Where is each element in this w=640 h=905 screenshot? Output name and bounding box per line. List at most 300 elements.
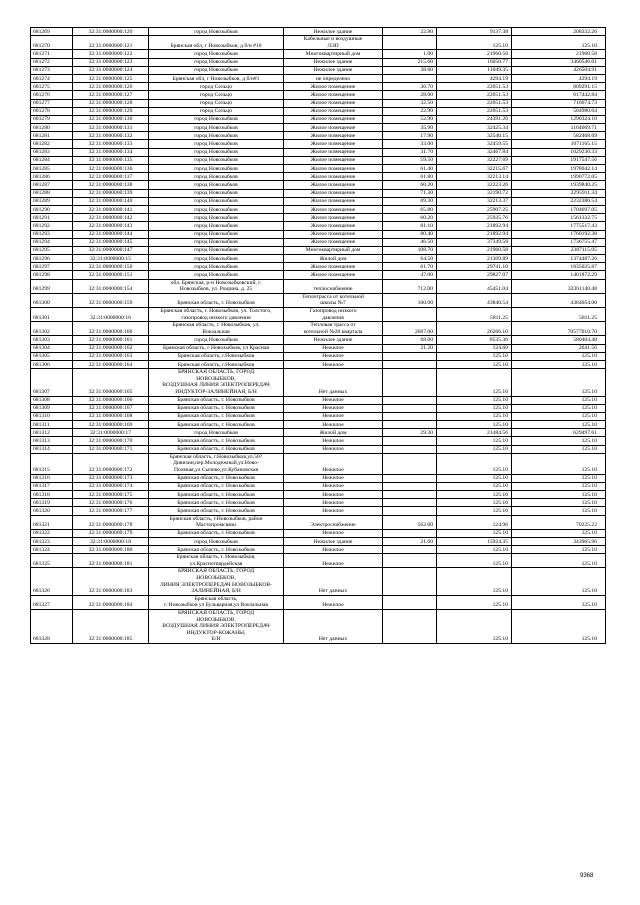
cadastral-number: 32:31:0000000:175 bbox=[73, 490, 149, 498]
area-cell bbox=[383, 507, 437, 515]
address-cell: Брянская область, г.Новозыбков,ул.50? Дивизии,пер.Молодежный,ул.Ново- Полевая,ул.Сычево,ул.Кубановская bbox=[149, 453, 284, 474]
cadastral-number: 32:31:0000000:18 bbox=[73, 537, 149, 545]
cadastral-value: 21960.58 bbox=[437, 50, 512, 58]
table-row bbox=[31, 507, 606, 515]
record-number: 681272 bbox=[31, 58, 73, 66]
record-number: 681276 bbox=[31, 91, 73, 99]
cadastral-value: 8535.36 bbox=[437, 336, 512, 344]
total-value: 1760192.38 bbox=[512, 230, 606, 238]
address-cell: Брянская область, г.Новозыбков bbox=[149, 360, 284, 368]
object-type: Тепловая трасса от котельной №28 квартала bbox=[284, 322, 383, 336]
area-cell bbox=[383, 490, 437, 498]
total-value: 1401872.29 bbox=[512, 271, 606, 279]
address-cell: Брянская область, г. Новозыбков bbox=[149, 421, 284, 429]
cadastral-value: 32459.55 bbox=[437, 140, 512, 148]
cadastral-value: 125.10 bbox=[437, 568, 512, 595]
object-type: не определено bbox=[284, 74, 383, 82]
address-cell: Брянская область, г.Новозыбков bbox=[149, 352, 284, 360]
record-number: 681315 bbox=[31, 453, 73, 474]
object-type: Жилое помещение bbox=[284, 124, 383, 132]
area-cell: 21.60 bbox=[383, 537, 437, 545]
object-type: Кабельные и воздушные ЛЭП bbox=[284, 36, 383, 50]
table-row bbox=[31, 91, 606, 99]
cadastral-value: 125.10 bbox=[437, 499, 512, 507]
cadastral-value: 32190.72 bbox=[437, 189, 512, 197]
area-cell bbox=[383, 396, 437, 404]
record-number: 681319 bbox=[31, 499, 73, 507]
object-type: Нежилое bbox=[284, 437, 383, 445]
address-cell: город Новозыбков bbox=[149, 429, 284, 437]
table-row bbox=[31, 115, 606, 123]
object-type: Жилое помещение bbox=[284, 271, 383, 279]
cadastral-number: 32:31:0000000:164 bbox=[73, 360, 149, 368]
table-row bbox=[31, 529, 606, 537]
object-type: Нет данных bbox=[284, 568, 383, 595]
table-row bbox=[31, 396, 606, 404]
total-value: 2387115.05 bbox=[512, 246, 606, 254]
table-row bbox=[31, 271, 606, 279]
table-row bbox=[31, 499, 606, 507]
table-row bbox=[31, 58, 606, 66]
cadastral-number: 32:31:0000000:179 bbox=[73, 529, 149, 537]
total-value: 2641.56 bbox=[512, 344, 606, 352]
total-value: 125.10 bbox=[512, 412, 606, 420]
table-row bbox=[31, 83, 606, 91]
cadastral-value: 24391.26 bbox=[437, 115, 512, 123]
address-cell: Брянская область, г. Новозыбков bbox=[149, 404, 284, 412]
cadastral-number: 32:31:0000000:167 bbox=[73, 404, 149, 412]
address-cell: Брянская область, г. Новозыбков bbox=[149, 546, 284, 554]
cadastral-number: 32:31:0000000:183 bbox=[73, 568, 149, 595]
address-cell: Брянская область, г. Новозыбков bbox=[149, 293, 284, 307]
table-row bbox=[31, 246, 606, 254]
cadastral-value: 125.10 bbox=[437, 507, 512, 515]
record-number: 681293 bbox=[31, 230, 73, 238]
object-type: Жилое помещение bbox=[284, 189, 383, 197]
area-cell: 46.50 bbox=[383, 238, 437, 246]
record-number: 681275 bbox=[31, 83, 73, 91]
object-type: Нежилое здание bbox=[284, 537, 383, 545]
total-value: 1164069.71 bbox=[512, 124, 606, 132]
cadastral-value: 29827.07 bbox=[437, 271, 512, 279]
cadastral-number: 32:31:0000000:16 bbox=[73, 308, 149, 322]
table-row bbox=[31, 546, 606, 554]
table-row bbox=[31, 404, 606, 412]
total-value: 1029230.33 bbox=[512, 148, 606, 156]
cadastral-value: 125.10 bbox=[437, 546, 512, 554]
total-value: 125.10 bbox=[512, 396, 606, 404]
table-row bbox=[31, 28, 606, 36]
cadastral-number: 32:31:0000000:142 bbox=[73, 214, 149, 222]
address-cell: город Новозыбков bbox=[149, 132, 284, 140]
cadastral-number: 32:31:0000000:122 bbox=[73, 50, 149, 58]
cadastral-number: 32:31:0000000:137 bbox=[73, 173, 149, 181]
cadastral-value: 125.10 bbox=[437, 595, 512, 609]
cadastral-value: 32213.37 bbox=[437, 197, 512, 205]
area-cell: 59.50 bbox=[383, 156, 437, 164]
total-value: 70225.22 bbox=[512, 515, 606, 529]
address-cell: город Новозыбков bbox=[149, 165, 284, 173]
address-cell: БРЯНСКАЯ ОБЛАСТЬ, ГОРОД НОВОЗЫБКОВ, ВОЗДУШНАЯ ЛИНИЯ ЭЛЕКТРОПЕРЕДАЧ ИНДУКТОР-ЗАЛИНЕЙНАЯ, Б/Н bbox=[149, 369, 284, 396]
area-cell: 61.40 bbox=[383, 165, 437, 173]
record-number: 681278 bbox=[31, 107, 73, 115]
total-value: 125.10 bbox=[512, 490, 606, 498]
address-cell: город Сельцо bbox=[149, 107, 284, 115]
table-row bbox=[31, 453, 606, 474]
object-type: Жилое помещение bbox=[284, 132, 383, 140]
record-number: 681304 bbox=[31, 344, 73, 352]
table-row bbox=[31, 197, 606, 205]
total-value: 125.10 bbox=[512, 404, 606, 412]
area-cell: 108.70 bbox=[383, 246, 437, 254]
cadastral-value: 125.10 bbox=[437, 482, 512, 490]
record-number: 681277 bbox=[31, 99, 73, 107]
cadastral-value: 29741.10 bbox=[437, 263, 512, 271]
cadastral-value: 26266.10 bbox=[437, 322, 512, 336]
address-cell: город Новозыбков bbox=[149, 173, 284, 181]
cadastral-value: 125.10 bbox=[437, 360, 512, 368]
total-value: 1704697.05 bbox=[512, 205, 606, 213]
total-value: 580404.48 bbox=[512, 336, 606, 344]
cadastral-value: 124.96 bbox=[437, 515, 512, 529]
table-row bbox=[31, 515, 606, 529]
table-row bbox=[31, 490, 606, 498]
total-value: 2295911.34 bbox=[512, 189, 606, 197]
record-number: 681312 bbox=[31, 429, 73, 437]
address-cell: город Новозыбков bbox=[149, 230, 284, 238]
total-value: 125.10 bbox=[512, 453, 606, 474]
cadastral-number: 32:31:0000000:125 bbox=[73, 74, 149, 82]
total-value: 125.10 bbox=[512, 507, 606, 515]
record-number: 681321 bbox=[31, 515, 73, 529]
cadastral-value: 125.10 bbox=[437, 554, 512, 568]
object-type: Жилое помещение bbox=[284, 83, 383, 91]
table-row bbox=[31, 66, 606, 74]
cadastral-value: 21960.58 bbox=[437, 246, 512, 254]
cadastral-number: 32:31:0000000:136 bbox=[73, 165, 149, 173]
area-cell bbox=[383, 595, 437, 609]
address-cell: город Новозыбков bbox=[149, 205, 284, 213]
address-cell: город Новозыбков bbox=[149, 238, 284, 246]
area-cell bbox=[383, 474, 437, 482]
cadastral-value: 32467.84 bbox=[437, 148, 512, 156]
cadastral-value: 5811.25 bbox=[437, 308, 512, 322]
address-cell: город Новозыбков bbox=[149, 336, 284, 344]
cadastral-value: 125.10 bbox=[437, 412, 512, 420]
address-cell: город Новозыбков bbox=[149, 124, 284, 132]
cadastral-number: 32:31:0000000:168 bbox=[73, 412, 149, 420]
cadastral-number: 32:31:0000000:161 bbox=[73, 336, 149, 344]
area-cell bbox=[383, 546, 437, 554]
address-cell: Брянская обл, г Новозыбков, д б/н #10 bbox=[149, 36, 284, 50]
record-number: 681318 bbox=[31, 490, 73, 498]
cadastral-value: 22051.53 bbox=[437, 107, 512, 115]
total-value: 1990772.05 bbox=[512, 173, 606, 181]
object-type: Многоквартирный дом bbox=[284, 50, 383, 58]
object-type: Нежилое bbox=[284, 546, 383, 554]
total-value: 1978042.14 bbox=[512, 165, 606, 173]
total-value: 1917547.56 bbox=[512, 156, 606, 164]
record-number: 681307 bbox=[31, 369, 73, 396]
table-row bbox=[31, 322, 606, 336]
cadastral-number: 32:31:0000000:129 bbox=[73, 107, 149, 115]
area-cell bbox=[383, 445, 437, 453]
area-cell: 33.00 bbox=[383, 140, 437, 148]
object-type: Нет данных bbox=[284, 610, 383, 644]
total-value: 125.10 bbox=[512, 529, 606, 537]
area-cell bbox=[383, 421, 437, 429]
table-row bbox=[31, 263, 606, 271]
cadastral-number: 32:31:0000000:185 bbox=[73, 610, 149, 644]
table-row bbox=[31, 293, 606, 307]
object-type: Нежилое bbox=[284, 344, 383, 352]
cadastral-number: 32:31:0000000:134 bbox=[73, 148, 149, 156]
object-type: Нежилое bbox=[284, 445, 383, 453]
cadastral-number: 32:31:0000000:139 bbox=[73, 189, 149, 197]
address-cell: город Новозыбков bbox=[149, 255, 284, 263]
record-number: 681328 bbox=[31, 610, 73, 644]
table-row bbox=[31, 181, 606, 189]
total-value: 125.10 bbox=[512, 369, 606, 396]
object-type: Жилое помещение bbox=[284, 230, 383, 238]
total-value: 125.10 bbox=[512, 482, 606, 490]
address-cell: город Сельцо bbox=[149, 83, 284, 91]
record-number: 681327 bbox=[31, 595, 73, 609]
object-type: Жилое помещение bbox=[284, 156, 383, 164]
object-type: Нежилое bbox=[284, 529, 383, 537]
table-row bbox=[31, 36, 606, 50]
address-cell: город Новозыбков bbox=[149, 222, 284, 230]
area-cell bbox=[383, 369, 437, 396]
object-type: Жилое помещение bbox=[284, 238, 383, 246]
address-cell: город Новозыбков bbox=[149, 181, 284, 189]
area-cell bbox=[383, 74, 437, 82]
area-cell: 38.60 bbox=[383, 66, 437, 74]
record-number: 681317 bbox=[31, 482, 73, 490]
cadastral-number: 32:31:0000000:184 bbox=[73, 595, 149, 609]
area-cell bbox=[383, 610, 437, 644]
cadastral-number: 32:31:0000000:126 bbox=[73, 83, 149, 91]
record-number: 681294 bbox=[31, 238, 73, 246]
area-cell: 31.70 bbox=[383, 148, 437, 156]
table-row bbox=[31, 74, 606, 82]
area-cell: 71.30 bbox=[383, 189, 437, 197]
address-cell: город Новозыбков bbox=[149, 537, 284, 545]
table-row bbox=[31, 595, 606, 609]
area-cell: 22.90 bbox=[383, 107, 437, 115]
cadastral-value: 125.10 bbox=[437, 437, 512, 445]
address-cell: город Новозыбков bbox=[149, 271, 284, 279]
object-type: Нежилое bbox=[284, 421, 383, 429]
object-type: Нежилое bbox=[284, 482, 383, 490]
record-number: 681323 bbox=[31, 537, 73, 545]
record-number: 681309 bbox=[31, 404, 73, 412]
total-value: 582468.69 bbox=[512, 132, 606, 140]
total-value: 21960.58 bbox=[512, 50, 606, 58]
table-row bbox=[31, 173, 606, 181]
area-cell: 47.00 bbox=[383, 271, 437, 279]
area-cell: 36.70 bbox=[383, 83, 437, 91]
cadastral-value: 9137.38 bbox=[437, 28, 512, 36]
cadastral-number: 32:31:0000000:143 bbox=[73, 222, 149, 230]
area-cell bbox=[383, 453, 437, 474]
cadastral-number: 32:31:0000000:132 bbox=[73, 132, 149, 140]
cadastral-number: 32:31:0000000:120 bbox=[73, 28, 149, 36]
object-type: Жилое помещение bbox=[284, 99, 383, 107]
cadastral-value: 125.10 bbox=[437, 352, 512, 360]
total-value: 4294.19 bbox=[512, 74, 606, 82]
record-number: 681291 bbox=[31, 214, 73, 222]
total-value: 208332.26 bbox=[512, 28, 606, 36]
total-value: 629497.61 bbox=[512, 429, 606, 437]
total-value: 125.10 bbox=[512, 546, 606, 554]
address-cell: Брянская область, г. Новозыбков, ул. Толстого, газопровод низкого давления bbox=[149, 308, 284, 322]
total-value: 1561332.75 bbox=[512, 214, 606, 222]
address-cell: город Новозыбков bbox=[149, 263, 284, 271]
record-number: 681298 bbox=[31, 271, 73, 279]
register-sheet bbox=[30, 27, 605, 644]
cadastral-value: 125.10 bbox=[437, 453, 512, 474]
address-cell: Брянская область, г. Новозыбков bbox=[149, 412, 284, 420]
cadastral-number: 32:31:0000000:159 bbox=[73, 293, 149, 307]
cadastral-value: 32223.26 bbox=[437, 181, 512, 189]
record-number: 681322 bbox=[31, 529, 73, 537]
cadastral-number: 32:31:0000000:135 bbox=[73, 156, 149, 164]
cadastral-value: 125.10 bbox=[437, 529, 512, 537]
area-cell bbox=[383, 308, 437, 322]
address-cell: город Сельцо bbox=[149, 91, 284, 99]
cadastral-number: 32:31:0000000:123 bbox=[73, 58, 149, 66]
cadastral-number: 32:31:0000000:174 bbox=[73, 482, 149, 490]
cadastral-value: 4294.19 bbox=[437, 74, 512, 82]
address-cell: город Новозыбков bbox=[149, 148, 284, 156]
object-type: Жилой дом bbox=[284, 255, 383, 263]
total-value: 716674.73 bbox=[512, 99, 606, 107]
record-number: 681285 bbox=[31, 165, 73, 173]
area-cell: 60.20 bbox=[383, 181, 437, 189]
cadastral-number: 32:31:0000000:138 bbox=[73, 181, 149, 189]
total-value: 1835025.87 bbox=[512, 263, 606, 271]
cadastral-number: 32:31:0000000:141 bbox=[73, 205, 149, 213]
cadastral-number: 32:31:0000000:169 bbox=[73, 421, 149, 429]
area-cell: 81.10 bbox=[383, 222, 437, 230]
address-cell: Брянская обл, г Новозыбков, д б/н#1 bbox=[149, 74, 284, 82]
cadastral-value: 125.10 bbox=[437, 610, 512, 644]
record-number: 681296 bbox=[31, 255, 73, 263]
area-cell bbox=[383, 36, 437, 50]
area-cell: 28.00 bbox=[383, 91, 437, 99]
address-cell: Брянская область, г. Новозыбков bbox=[149, 499, 284, 507]
address-cell: БРЯНСКАЯ ОБЛАСТЬ, ГОРОД НОВОЗЫБКОВ, ВОЗДУШНАЯ ЛИНИЯ ЭЛЕКТРОПЕРЕДАЧ ИНДУКТОР-КОЖАНЫ, Б/Н bbox=[149, 610, 284, 644]
object-type: Нежилое bbox=[284, 412, 383, 420]
object-type: Жилое помещение bbox=[284, 197, 383, 205]
table-row bbox=[31, 107, 606, 115]
total-value: 809291.15 bbox=[512, 83, 606, 91]
cadastral-number: 32:31:0000000:163 bbox=[73, 352, 149, 360]
cadastral-value: 21309.89 bbox=[437, 255, 512, 263]
address-cell: Брянская область, г. Новозыбков bbox=[149, 507, 284, 515]
table-row bbox=[31, 124, 606, 132]
table-row bbox=[31, 132, 606, 140]
record-number: 681287 bbox=[31, 181, 73, 189]
object-type: Жилое помещение bbox=[284, 205, 383, 213]
object-type: Нежилое bbox=[284, 474, 383, 482]
area-cell bbox=[383, 554, 437, 568]
area-cell: 32.50 bbox=[383, 99, 437, 107]
record-number: 681290 bbox=[31, 205, 73, 213]
table-row bbox=[31, 165, 606, 173]
table-row bbox=[31, 421, 606, 429]
record-number: 681310 bbox=[31, 412, 73, 420]
area-cell bbox=[383, 568, 437, 595]
area-cell: 69.30 bbox=[383, 197, 437, 205]
table-row bbox=[31, 369, 606, 396]
cadastral-number: 32:31:0000000:133 bbox=[73, 140, 149, 148]
address-cell: город Новозыбков bbox=[149, 246, 284, 254]
cadastral-number: 32:31:0000000:166 bbox=[73, 396, 149, 404]
total-value: 125.10 bbox=[512, 421, 606, 429]
area-cell bbox=[383, 437, 437, 445]
cadastral-value: 21484.56 bbox=[437, 429, 512, 437]
address-cell: Брянская область, г. Новозыбков bbox=[149, 445, 284, 453]
record-number: 681292 bbox=[31, 222, 73, 230]
cadastral-value: 125.10 bbox=[437, 404, 512, 412]
total-value: 343965.96 bbox=[512, 537, 606, 545]
object-type: Нет данных bbox=[284, 369, 383, 396]
cadastral-value: 37349.58 bbox=[437, 238, 512, 246]
area-cell: 29.30 bbox=[383, 429, 437, 437]
record-number: 681289 bbox=[31, 197, 73, 205]
total-value: 125.10 bbox=[512, 360, 606, 368]
object-type: Нежилое bbox=[284, 360, 383, 368]
address-cell: город Новозыбков bbox=[149, 50, 284, 58]
cadastral-value: 125.10 bbox=[437, 369, 512, 396]
cadastral-value: 32540.15 bbox=[437, 132, 512, 140]
record-number: 681320 bbox=[31, 507, 73, 515]
address-cell: Брянская область, г. Новозыбков, ул.Красногвардейская bbox=[149, 554, 284, 568]
address-cell: город Сельцо bbox=[149, 99, 284, 107]
area-cell: 80.40 bbox=[383, 230, 437, 238]
cadastral-value: 25935.76 bbox=[437, 214, 512, 222]
object-type: Нежилое bbox=[284, 490, 383, 498]
cadastral-number: 32:31:0000000:170 bbox=[73, 437, 149, 445]
object-type: Нежилое здание bbox=[284, 28, 383, 36]
object-type: Нежилое здание bbox=[284, 66, 383, 74]
record-number: 681295 bbox=[31, 246, 73, 254]
cadastral-value: 32213.14 bbox=[437, 173, 512, 181]
table-row bbox=[31, 437, 606, 445]
cadastral-number: 32:31:0000000:180 bbox=[73, 546, 149, 554]
cadastral-number: 32:31:0000000:121 bbox=[73, 36, 149, 50]
cadastral-number: 32:31:0000000:178 bbox=[73, 515, 149, 529]
area-cell: 562.00 bbox=[383, 515, 437, 529]
cadastral-number: 32:31:0000000:162 bbox=[73, 344, 149, 352]
table-row bbox=[31, 554, 606, 568]
address-cell: обл. Брянская, р-н Новозыбковский, г. Новозыбков, ул. Рощина, д. 25 bbox=[149, 279, 284, 293]
address-cell: Брянская область, г. Новозыбков bbox=[149, 482, 284, 490]
total-value: 125.10 bbox=[512, 352, 606, 360]
table-row bbox=[31, 445, 606, 453]
cadastral-number: 32:31:0000000:176 bbox=[73, 499, 149, 507]
address-cell: город Новозыбков bbox=[149, 58, 284, 66]
cadastral-number: 32:31:0000000:131 bbox=[73, 124, 149, 132]
object-type: Жилое помещение bbox=[284, 148, 383, 156]
table-row bbox=[31, 352, 606, 360]
table-row bbox=[31, 279, 606, 293]
cadastral-number: 32:31:0000000:147 bbox=[73, 246, 149, 254]
address-cell: Брянская область, г Новозыбков, ул Красная bbox=[149, 344, 284, 352]
record-number: 681297 bbox=[31, 263, 73, 271]
